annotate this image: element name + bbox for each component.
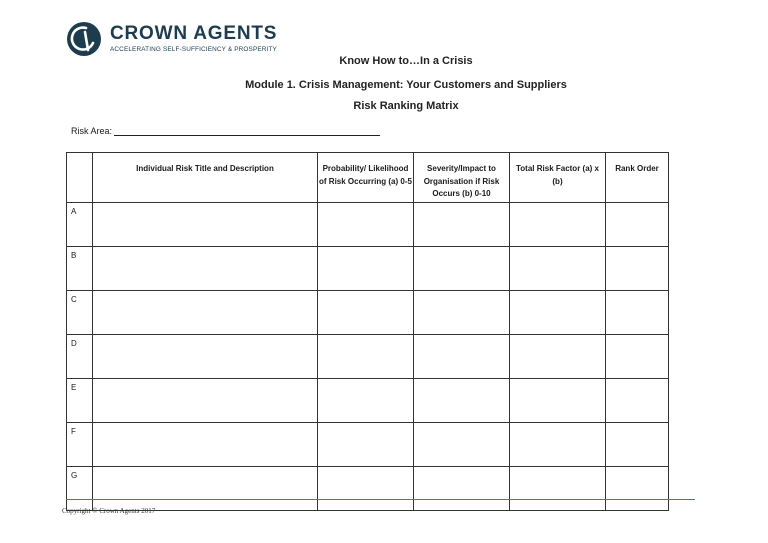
header-severity: Severity/Impact to Organisation if Risk Occurs (b) 0-10 <box>414 153 510 203</box>
risk-title-cell[interactable] <box>93 379 318 423</box>
rank-cell[interactable] <box>606 203 669 247</box>
risk-title-cell[interactable] <box>93 291 318 335</box>
header-risk-title: Individual Risk Title and Description <box>93 153 318 203</box>
risk-title-cell[interactable] <box>93 423 318 467</box>
severity-cell[interactable] <box>414 423 510 467</box>
severity-cell[interactable] <box>414 467 510 511</box>
rank-cell[interactable] <box>606 379 669 423</box>
row-label: E <box>67 379 93 423</box>
copyright-notice: Copyright © Crown Agents 2017 <box>62 507 156 515</box>
severity-cell[interactable] <box>414 203 510 247</box>
logo-tagline: ACCELERATING SELF-SUFFICIENCY & PROSPERITY <box>110 46 277 53</box>
probability-cell[interactable] <box>318 467 414 511</box>
row-label: D <box>67 335 93 379</box>
row-label: B <box>67 247 93 291</box>
risk-area-label: Risk Area: <box>71 126 113 136</box>
probability-cell[interactable] <box>318 247 414 291</box>
row-label: G <box>67 467 93 511</box>
row-label: A <box>67 203 93 247</box>
row-label: C <box>67 291 93 335</box>
risk-title-cell[interactable] <box>93 203 318 247</box>
total-cell[interactable] <box>510 379 606 423</box>
total-cell[interactable] <box>510 247 606 291</box>
total-cell[interactable] <box>510 335 606 379</box>
header-probability: Probability/ Likelihood of Risk Occurring (a) 0-5 <box>318 153 414 203</box>
module-title: Module 1. Crisis Management: Your Customers and Suppliers <box>245 79 567 91</box>
probability-cell[interactable] <box>318 379 414 423</box>
table-row <box>67 423 669 467</box>
header-label-cell <box>67 153 93 203</box>
table-row <box>67 291 669 335</box>
table-row <box>67 467 669 511</box>
table-row <box>67 203 669 247</box>
table-row <box>67 335 669 379</box>
risk-title-cell[interactable] <box>93 247 318 291</box>
total-cell[interactable] <box>510 467 606 511</box>
rank-cell[interactable] <box>606 467 669 511</box>
header-rank-order: Rank Order <box>606 153 669 203</box>
table-row <box>67 379 669 423</box>
matrix-title: Risk Ranking Matrix <box>353 100 459 112</box>
rank-cell[interactable] <box>606 291 669 335</box>
crown-agents-logo <box>66 20 277 58</box>
rank-cell[interactable] <box>606 335 669 379</box>
rank-cell[interactable] <box>606 423 669 467</box>
severity-cell[interactable] <box>414 291 510 335</box>
row-label: F <box>67 423 93 467</box>
probability-cell[interactable] <box>318 335 414 379</box>
table-header-row <box>67 153 669 203</box>
probability-cell[interactable] <box>318 291 414 335</box>
severity-cell[interactable] <box>414 335 510 379</box>
rank-cell[interactable] <box>606 247 669 291</box>
probability-cell[interactable] <box>318 423 414 467</box>
total-cell[interactable] <box>510 203 606 247</box>
total-cell[interactable] <box>510 291 606 335</box>
footer-divider <box>66 499 695 500</box>
table-row <box>67 247 669 291</box>
risk-title-cell[interactable] <box>93 467 318 511</box>
risk-area-blank-line[interactable] <box>114 125 380 136</box>
probability-cell[interactable] <box>318 203 414 247</box>
risk-ranking-table <box>66 152 669 511</box>
total-cell[interactable] <box>510 423 606 467</box>
risk-title-cell[interactable] <box>93 335 318 379</box>
crown-agents-emblem-icon <box>66 21 102 57</box>
severity-cell[interactable] <box>414 379 510 423</box>
severity-cell[interactable] <box>414 247 510 291</box>
header-total-risk-factor: Total Risk Factor (a) x (b) <box>510 153 606 203</box>
logo-name: CROWN AGENTS <box>110 23 278 44</box>
document-title: Know How to…In a Crisis <box>339 55 473 67</box>
risk-area-field <box>71 125 380 136</box>
